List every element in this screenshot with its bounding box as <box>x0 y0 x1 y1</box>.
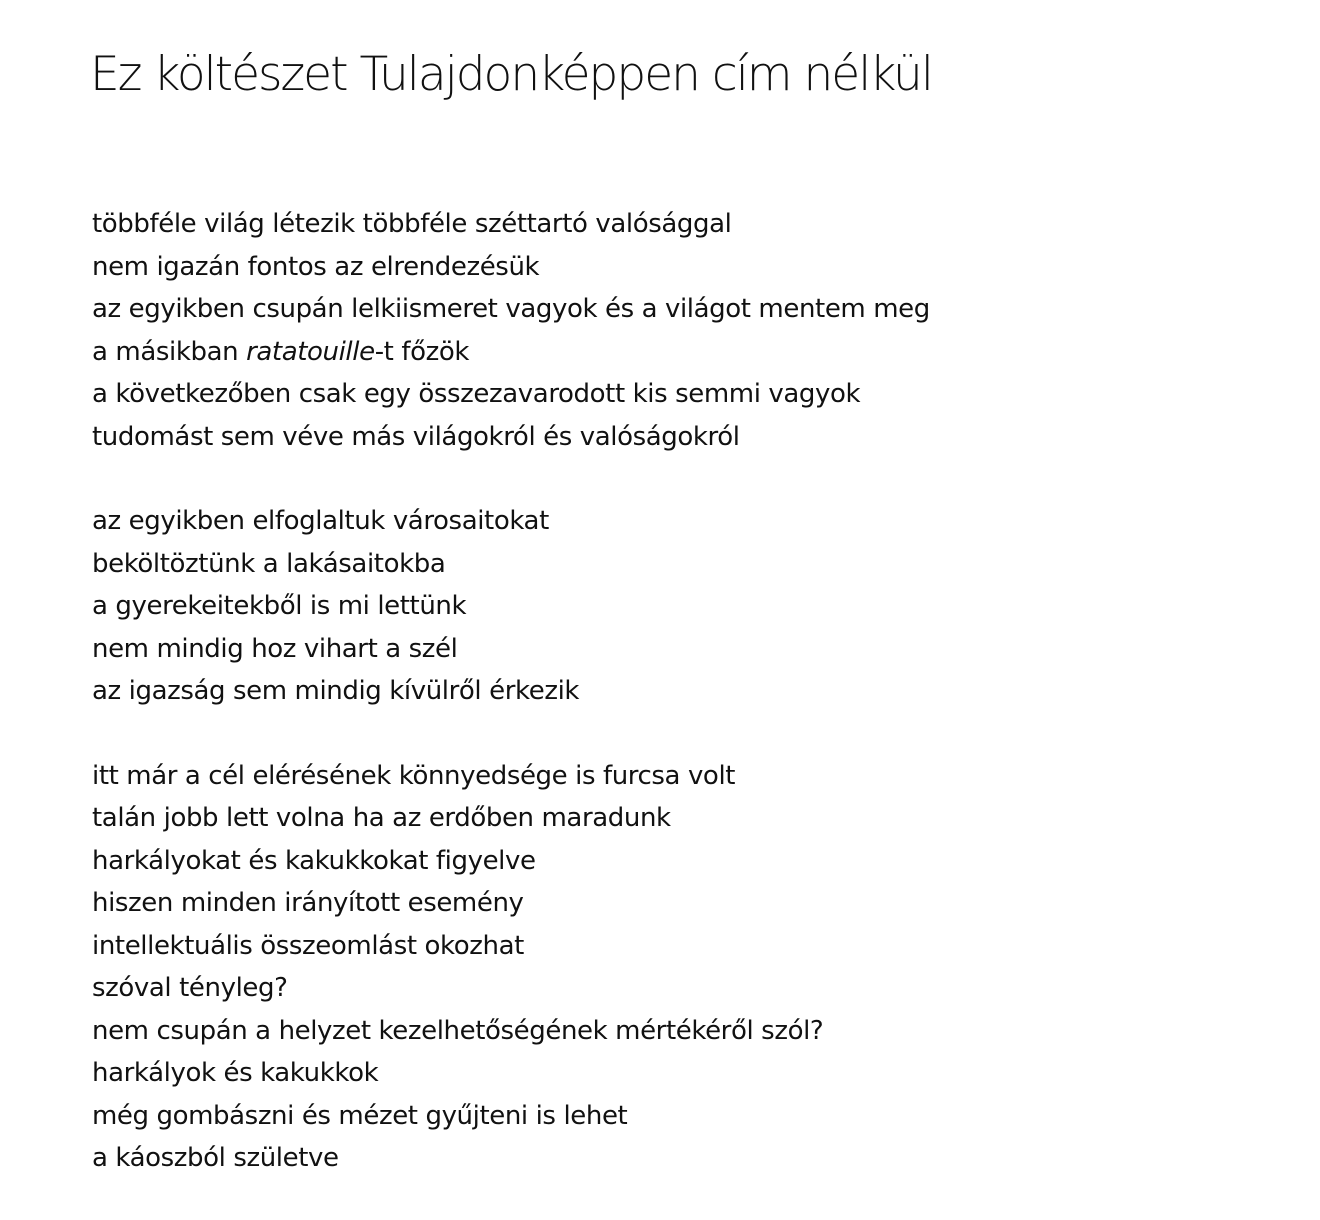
poem-line: a gyerekeitekből is mi lettünk <box>92 591 467 621</box>
poem-line: az egyikben elfoglaltuk városaitokat <box>92 506 549 536</box>
poem-line: nem mindig hoz vihart a szél <box>92 633 458 664</box>
stanza <box>92 203 1272 458</box>
poem-line: intellektuális összeomlást okozhat <box>92 930 524 961</box>
poem-line: hiszen minden irányított esemény <box>92 888 524 918</box>
poem-line: a következőben csak egy összezavarodott kis semmi vagyok <box>92 379 861 409</box>
poem-line: beköltöztünk a lakásaitokba <box>92 548 446 579</box>
poem-line: az igazság sem mindig kívülről érkezik <box>92 676 580 706</box>
page-title: Ez költészet Tulajdonképpen cím nélkül <box>90 47 932 102</box>
poem-line: harkályokat és kakukkokat figyelve <box>92 845 536 876</box>
poem-line: nem igazán fontos az elrendezésük <box>92 251 540 282</box>
poem-line: tudomást sem véve más világokról és valóságokról <box>92 421 740 452</box>
italic-word: ratatouille <box>246 336 375 367</box>
poem-body <box>92 203 1272 1180</box>
poem-line: a káoszból születve <box>92 1143 339 1173</box>
line-text: -t főzök <box>374 336 470 367</box>
poem-line: még gombászni és mézet gyűjteni is lehet <box>92 1100 628 1131</box>
stanza <box>92 500 1272 713</box>
stanza <box>92 755 1272 1180</box>
poem-line: szóval tényleg? <box>92 973 288 1003</box>
poem-line: harkályok és kakukkok <box>92 1058 379 1088</box>
poem-line: az egyikben csupán lelkiismeret vagyok és a világot mentem meg <box>92 294 930 324</box>
poem-line: nem csupán a helyzet kezelhetőségének mértékéről szól? <box>92 1015 824 1046</box>
line-text: a másikban <box>92 336 247 367</box>
poem-line: itt már a cél elérésének könnyedsége is furcsa volt <box>92 760 736 791</box>
poem-line <box>92 331 1272 374</box>
poem-line: többféle világ létezik többféle széttartó valósággal <box>92 209 732 239</box>
poem-line: talán jobb lett volna ha az erdőben maradunk <box>92 803 671 833</box>
